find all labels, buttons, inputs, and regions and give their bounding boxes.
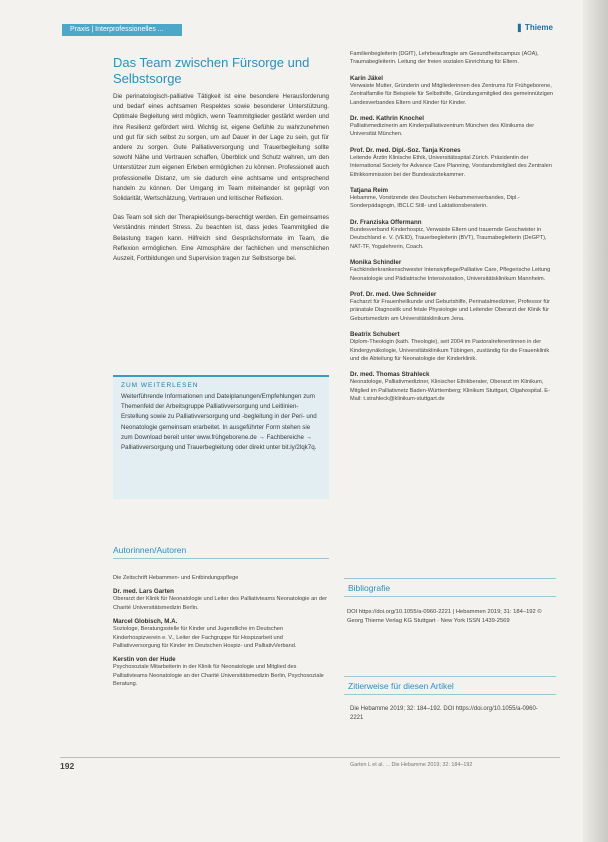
author-name: Dr. Franziska Offermann xyxy=(350,218,422,226)
author-name: Prof. Dr. med. Dipl.-Soz. Tanja Krones xyxy=(350,146,461,154)
author-name: Karin Jäkel xyxy=(350,74,384,82)
article-heading: Das Team zwischen Fürsorge und Selbstsorge xyxy=(113,55,310,86)
bibliography-text: DOI https://doi.org/10.1055/a-0960-2221 | Hebammen 2019; 31: 184–192 © Georg Thieme Verlag KG Stuttgart · New York ISSN 1439-2569 xyxy=(347,609,542,624)
body-paragraph: Das Team soll sich der Therapielösungs-berechtigt werden. Ein gemeinsames Verständnis mindert Stress. Zu beachten ist, dass jedes Teammitglied die Belastung tragen kann. Hilfreich sind Gesprächsformate im Team, die Reflexion ermöglichen. Eine Atmosphäre der fachlichen und menschlichen Auszeit, Fortbildungen und Supervision tragen zur Selbstsorge bei. xyxy=(113,214,329,263)
author-name: Marcel Globisch, M.A. xyxy=(113,618,178,626)
page-number: 192 xyxy=(60,761,75,771)
author-bio: Oberarzt der Klinik für Neonatologie und Leiter des Palliativteams Neonatologie an der Charité Universitätsmedizin Berlin. xyxy=(113,596,327,611)
footer-divider xyxy=(60,757,560,758)
author-bio: Palliativmedizinerin am Kinderpalliativzentrum München des Klinikums der Universität München. xyxy=(350,123,535,138)
author-bio: Neonatologe, Palliativmediziner, Klinischer Ethikberater, Oberarzt im Klinikum, Mitglied im Palliativnetz Baden-Württemberg; Klinikum Stuttgart, Olgahospital. E-Mail: t.strahleck@klinikum-stuttgart.de xyxy=(350,379,550,403)
author-name: Prof. Dr. med. Uwe Schneider xyxy=(350,290,437,298)
author-bio: Fachkinderkrankenschwester Intensivpflege/Palliative Care, Pflegerische Leitung Neonatologie und Pädiatrische Intensivstation, Universitätsklinikum Mannheim. xyxy=(350,267,551,282)
author-bio: Facharzt für Frauenheilkunde und Geburtshilfe, Perinatalmediziner, Professor für pränatale Diagnostik und fetale Physiologie und Leitender Oberarzt der Klinik für Geburtsmedizin am Universitätsklinikum Jena. xyxy=(350,298,550,322)
further-reading-box xyxy=(113,375,329,499)
box-text: Weiterführende Informationen und Dateiplanungen/Empfehlungen zum Themenfeld der Arbeitsgruppe Palliativversorgung und Leitlinien-Erstellung sowie zu Palliativversorgung und -begleitung in der Peri- und Neonatologie gemeinsam erarbeitet. In ausgeführter Form stehen sie zum Download bereit unter www.frühgeborene.de → Fachbereiche → Palliativversorgung und Trauerbegleitung oder direkt unter bit.ly/2lqk7q. xyxy=(121,393,317,452)
bibliography-heading: Bibliografie xyxy=(344,578,556,597)
author-name: Dr. med. Thomas Strahleck xyxy=(350,371,430,379)
author-bio: Soziologe, Beratungsstelle für Kinder und Jugendliche im Deutschen Kinderhospizverein e. V., Leiter der Fachgruppe für Hospizarbeit und Palliativversorgung für Kinder im Deutschen Hospiz- und PalliativVerband. xyxy=(113,626,297,650)
authors-list-left xyxy=(113,574,329,689)
author-name: Dr. med. Kathrin Knochel xyxy=(350,115,424,123)
author-bio: Verwaiste Mutter, Gründerin und Mitgliederinnen des Zentrums für Frühgeborene, Zentralfamilie für Beispiele für Selbsthilfe, Gründungsmitglied des gemeinnützigen Landesverbandes Eltern und Kinder für Kinder. xyxy=(350,82,554,106)
author-name: Beatrix Schubert xyxy=(350,331,400,339)
author-bio: Psychosoziale Mitarbeiterin in der Klinik für Neonatologie und Mitglied des Palliativteams Neonatologie an der Charité Universitätsmedizin Berlin, Psychosoziale Beratung. xyxy=(113,664,324,688)
citation-text: Die Hebamme 2019; 32: 184–192. DOI https://doi.org/10.1055/a-0960-2221 xyxy=(350,706,538,721)
author-bio: Leitende Ärztin Klinische Ethik, Universitätsspital Zürich. Präsidentin der International Society for Advance Care Planning, Vorstandsmitglied des Zentralen Ethikkommission bei der Bundesärztekammer. xyxy=(350,154,552,178)
footer-citation: Garten L et al. ... Die Hebamme 2019; 32: 184–192 xyxy=(350,762,473,768)
author-bio: Hebamme, Vorsitzende des Deutschen Hebammenverbandes, Dipl.-Sonderpädagogin, IBCLC Still- und Laktationsberaterin. xyxy=(350,195,520,210)
box-heading: ZUM WEITERLESEN xyxy=(121,382,199,389)
author-bio: Diplom-Theologin (kath. Theologie), seit 2004 im Pastoralreferentinnen in der Kindergynäkologie, Universitätsklinikum Tübingen, zuständig für die Frauenklinik und die Abteilung für Neonatologie der Kinderklinik. xyxy=(350,339,550,362)
author-name: Kerstin von der Hude xyxy=(113,656,176,664)
section-tab: Praxis | Interprofessionelles ... xyxy=(62,24,182,36)
authors-list-right xyxy=(350,50,555,404)
author-name: Dr. med. Lars Garten xyxy=(113,588,174,596)
authors-intro: Die Zeitschrift Hebammen- und Entbindungspflege xyxy=(113,575,239,581)
author-name: Monika Schindler xyxy=(350,259,402,267)
publisher-logo: ❚ Thieme xyxy=(516,23,553,32)
body-paragraph: Die perinatologisch-palliative Tätigkeit ist eine besondere Herausforderung und bedarf eines achtsamen Respektes sowie besonderer Unterstützung. Optimale Begleitung wird möglich, wenn Teammitglieder gestärkt werden und ihre Resilienz gefördert wird. Wichtig ist, eigene Gefühle zu wahrzunehmen und gut für sich selbst zu sorgen, um auf Dauer in der Lage zu sein, gut für andere zu sorgen. Gute Palliativversorgung und Trauerbegleitung sollte sowohl Nähe und Vertrauen schaffen, Überblick und Schutz wahren, um den Unterstützer zum eigenen Erleben ermöglichen zu können. Professionell auch professionelle Distanz, um sie dadurch eine achtsame und entsprechend handeln zu können. Der Umgang im Team miteinander ist geprägt von Solidarität, Wertschätzung, Vertrauen und kritischer Reflexion. xyxy=(113,93,329,203)
author-bio: Familienbegleiterin (DGfT), Lehrbeauftragte am Gesundheitscampus (AOA), Traumabegleiterin. Leitung der freien sozialen Einrichtung für Eltern. xyxy=(350,51,539,66)
page-fold-shadow xyxy=(583,0,608,842)
left-text-column xyxy=(113,92,329,273)
author-name: Tatjana Reim xyxy=(350,187,389,195)
author-bio: Bundesverband Kinderhospiz, Verwaiste Eltern und trauernde Geschwister in Deutschland e. V. (VEID), Trauerbegleiterin (BVT), Traumabegleiterin (DeGPT), NAT-TF, Yogalehrerin, Coach. xyxy=(350,226,547,250)
authors-heading: Autorinnen/Autoren xyxy=(113,545,329,559)
citation-heading: Zitierweise für diesen Artikel xyxy=(344,676,556,695)
